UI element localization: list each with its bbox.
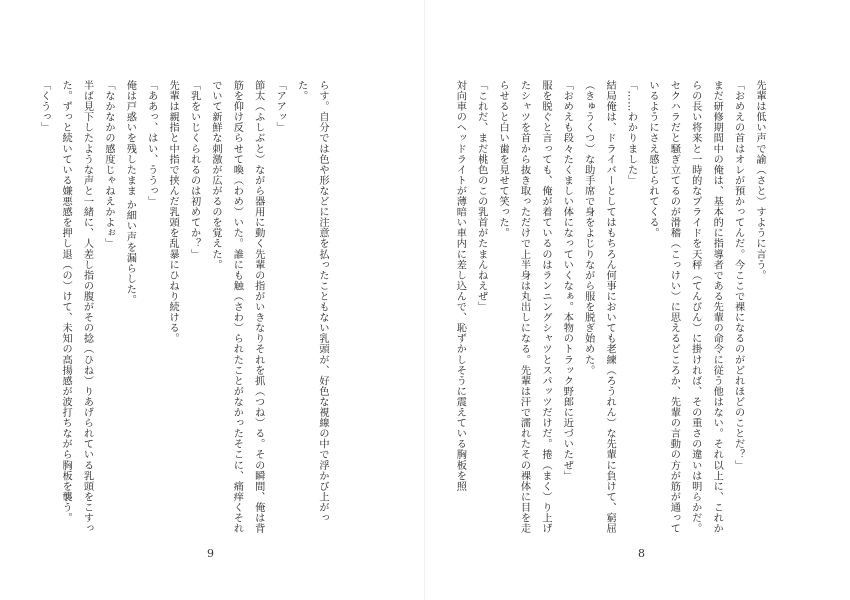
paragraph: 「……わかりました」 — [625, 80, 637, 186]
paragraph: 結局俺は、ドライバーとしてはもちろん何事においても老練（ろうれん）な先輩に負けて、窮屈（きゅうくつ）な助手席で身をよじりながら服を脱ぎ始めた。 — [582, 80, 616, 534]
page-number: 9 — [207, 547, 214, 560]
paragraph: 服を脱ぐと言っても、俺が着ているのはランニングシャツとスパッツだけだ。捲（まく）り上げたシャツを首から抜き取っただけで上半身は丸出しになる。先輩は汗で濡れたその裸体に目を走らせると白い歯を見せて笑った。 — [497, 80, 551, 534]
left-page-text — [38, 80, 333, 540]
paragraph: 「くうっ」 — [38, 80, 50, 133]
right-page-text — [454, 80, 770, 540]
paragraph: らす。自分では色や形などに注意を払ったこともない乳頭が、好色な視線の中で浮かび上がった。 — [295, 80, 328, 524]
paragraph: 「おめえの首はオレが預かってんだ。今ここで裸になるのがどれほどのことだ？」 — [732, 80, 744, 471]
paragraph: まだ研修期間中の俺は、基本的に指導者である先輩の命令に従う他はない。それ以上に、これからの長い将来と一時的なプライドを天秤（てんびん）に掛ければ、その重さの違いは明らかだ。セクハラだと騒ぎ立てるのが滑稽（こっけい）に思えるどころか、先輩の言動の方が筋が通っているようにさえ感じられてくる。 — [646, 80, 723, 534]
paragraph: 俺は戸惑いを残したまま か細い声を漏らした。 — [124, 80, 136, 306]
paragraph: 先輩は低い声で諭（さと）すように言う。 — [754, 80, 765, 281]
paragraph: 「アアッ」 — [274, 80, 286, 133]
right-page — [425, 0, 850, 600]
paragraph: 「なかなかの感度じゃねえかよぉ」 — [102, 80, 114, 249]
paragraph: 半ば見下したような声と一緒に、人差し指の腹がその捻（ひね）りあげられている乳頭をこすった。ずっと続いている嫌悪感を押し退（の）けて、未知の高揚感が波打ちながら胸板を襲う。 — [60, 80, 93, 534]
paragraph: 「ああっ、はい、ううっ」 — [145, 80, 157, 207]
paragraph: 先輩は親指と中指で挟んだ乳頭を乱暴にひねり続ける。 — [167, 80, 179, 344]
paragraph: 「おめえも段々たくましい体になっていくなぁ。本物のトラック野郎に近づいたぜ」 — [561, 80, 573, 481]
paragraph: 「これだ、まだ桃色のこの乳首がたまんねえぜ」 — [475, 80, 487, 313]
page-number: 8 — [638, 547, 645, 560]
paragraph: 節太（ふしぶと）ながら器用に動く先輩の指がいきなりそれを抓（つね）る。その瞬間、俺は背筋を仰け反らせて喚（わめ）いた。誰にも触（さわ）られたことがなかったそこに、痛痒くそれでいて新鮮な刺激が広がるのを覚えた。 — [209, 80, 264, 534]
paragraph: 「乳をいじくられるのは初めてか？」 — [188, 80, 200, 260]
paragraph: 対向車のヘッドライトが薄暗い車内に差し込んで、恥ずかしそうに震えている胸板を照 — [454, 80, 466, 492]
